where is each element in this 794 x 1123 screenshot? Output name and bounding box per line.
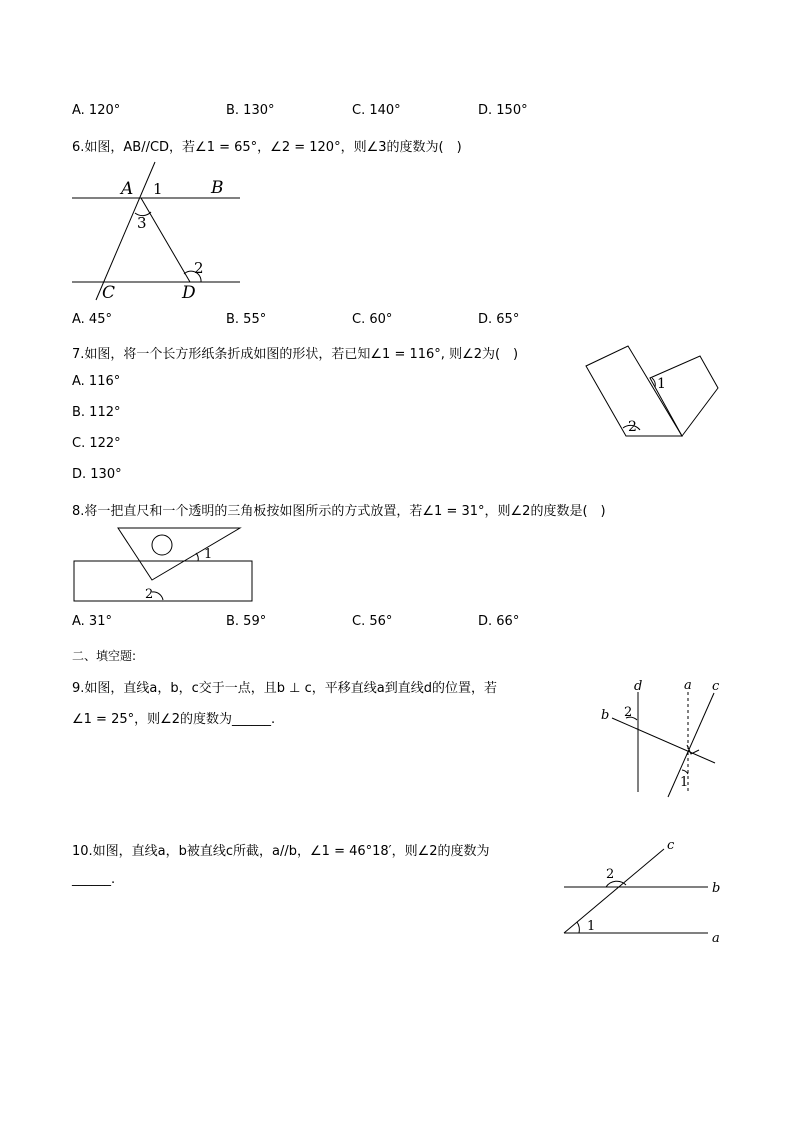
q6-label-3: 3 [137, 214, 147, 232]
q6-label-1: 1 [153, 180, 163, 198]
q9-label-c: c [712, 679, 720, 694]
q6-stem: 6.如图，AB//CD，若∠1 = 65°，∠2 = 120°，则∠3的度数为( ) [72, 140, 462, 155]
q9-label-1: 1 [680, 775, 689, 790]
q10-label-a: a [712, 931, 720, 946]
q5-option-a: A. 120° [72, 103, 121, 118]
q8-stem: 8.将一把直尺和一个透明的三角板按如图所示的方式放置，若∠1 = 31°，则∠2的度数是( ) [72, 504, 606, 519]
q9-stem-line2: ∠1 = 25°，则∠2的度数为______. [72, 712, 276, 727]
q10-stem-line1: 10.如图，直线a，b被直线c所截，a//b，∠1 = 46°18′，则∠2的度数为 [72, 844, 490, 859]
q10-angle-1-arc [577, 922, 579, 933]
q10-line-c [564, 849, 664, 933]
q8-option-b: B. 59° [226, 614, 267, 629]
q8-option-c: C. 56° [352, 614, 393, 629]
q5-option-d: D. 150° [478, 103, 528, 118]
q9-stem-line1: 9.如图，直线a，b，c交于一点，且b ⊥ c，平移直线a到直线d的位置，若 [72, 681, 497, 696]
q9-label-2: 2 [624, 705, 633, 720]
q10-angle-2-arc [606, 881, 626, 887]
q7-option-c: C. 122° [72, 436, 121, 451]
q5-option-b: B. 130° [226, 103, 275, 118]
q8-label-2: 2 [145, 587, 154, 602]
q7-option-a: A. 116° [72, 374, 121, 389]
q10-label-c: c [667, 838, 675, 853]
q6-label-d: D [182, 283, 196, 303]
q6-label-b: B [211, 178, 224, 198]
q6-option-d: D. 65° [478, 312, 520, 327]
q10-label-b: b [712, 881, 721, 896]
q7-label-1: 1 [657, 376, 666, 392]
q7-stem: 7.如图，将一个长方形纸条折成如图的形状，若已知∠1 = 116°, 则∠2为( ) [72, 347, 519, 362]
q7-option-d: D. 130° [72, 467, 122, 482]
q10-label-2: 2 [606, 867, 615, 882]
q10-stem-line2: ______. [72, 872, 116, 887]
q6-label-a: A [121, 179, 134, 199]
q6-option-a: A. 45° [72, 312, 112, 327]
q7-label-2: 2 [628, 419, 637, 435]
q9-label-b: b [601, 708, 610, 723]
q6-label-2: 2 [194, 259, 204, 277]
q7-option-b: B. 112° [72, 405, 121, 420]
q8-option-d: D. 66° [478, 614, 520, 629]
q9-label-d: d [634, 679, 643, 694]
q5-option-c: C. 140° [352, 103, 401, 118]
section-title: 二、填空题: [72, 649, 137, 663]
q9-label-a: a [684, 678, 692, 693]
q6-option-b: B. 55° [226, 312, 267, 327]
q10-label-1: 1 [587, 919, 596, 934]
q8-label-1: 1 [204, 547, 213, 562]
q6-option-c: C. 60° [352, 312, 393, 327]
q6-label-c: C [102, 283, 116, 303]
q8-option-a: A. 31° [72, 614, 112, 629]
